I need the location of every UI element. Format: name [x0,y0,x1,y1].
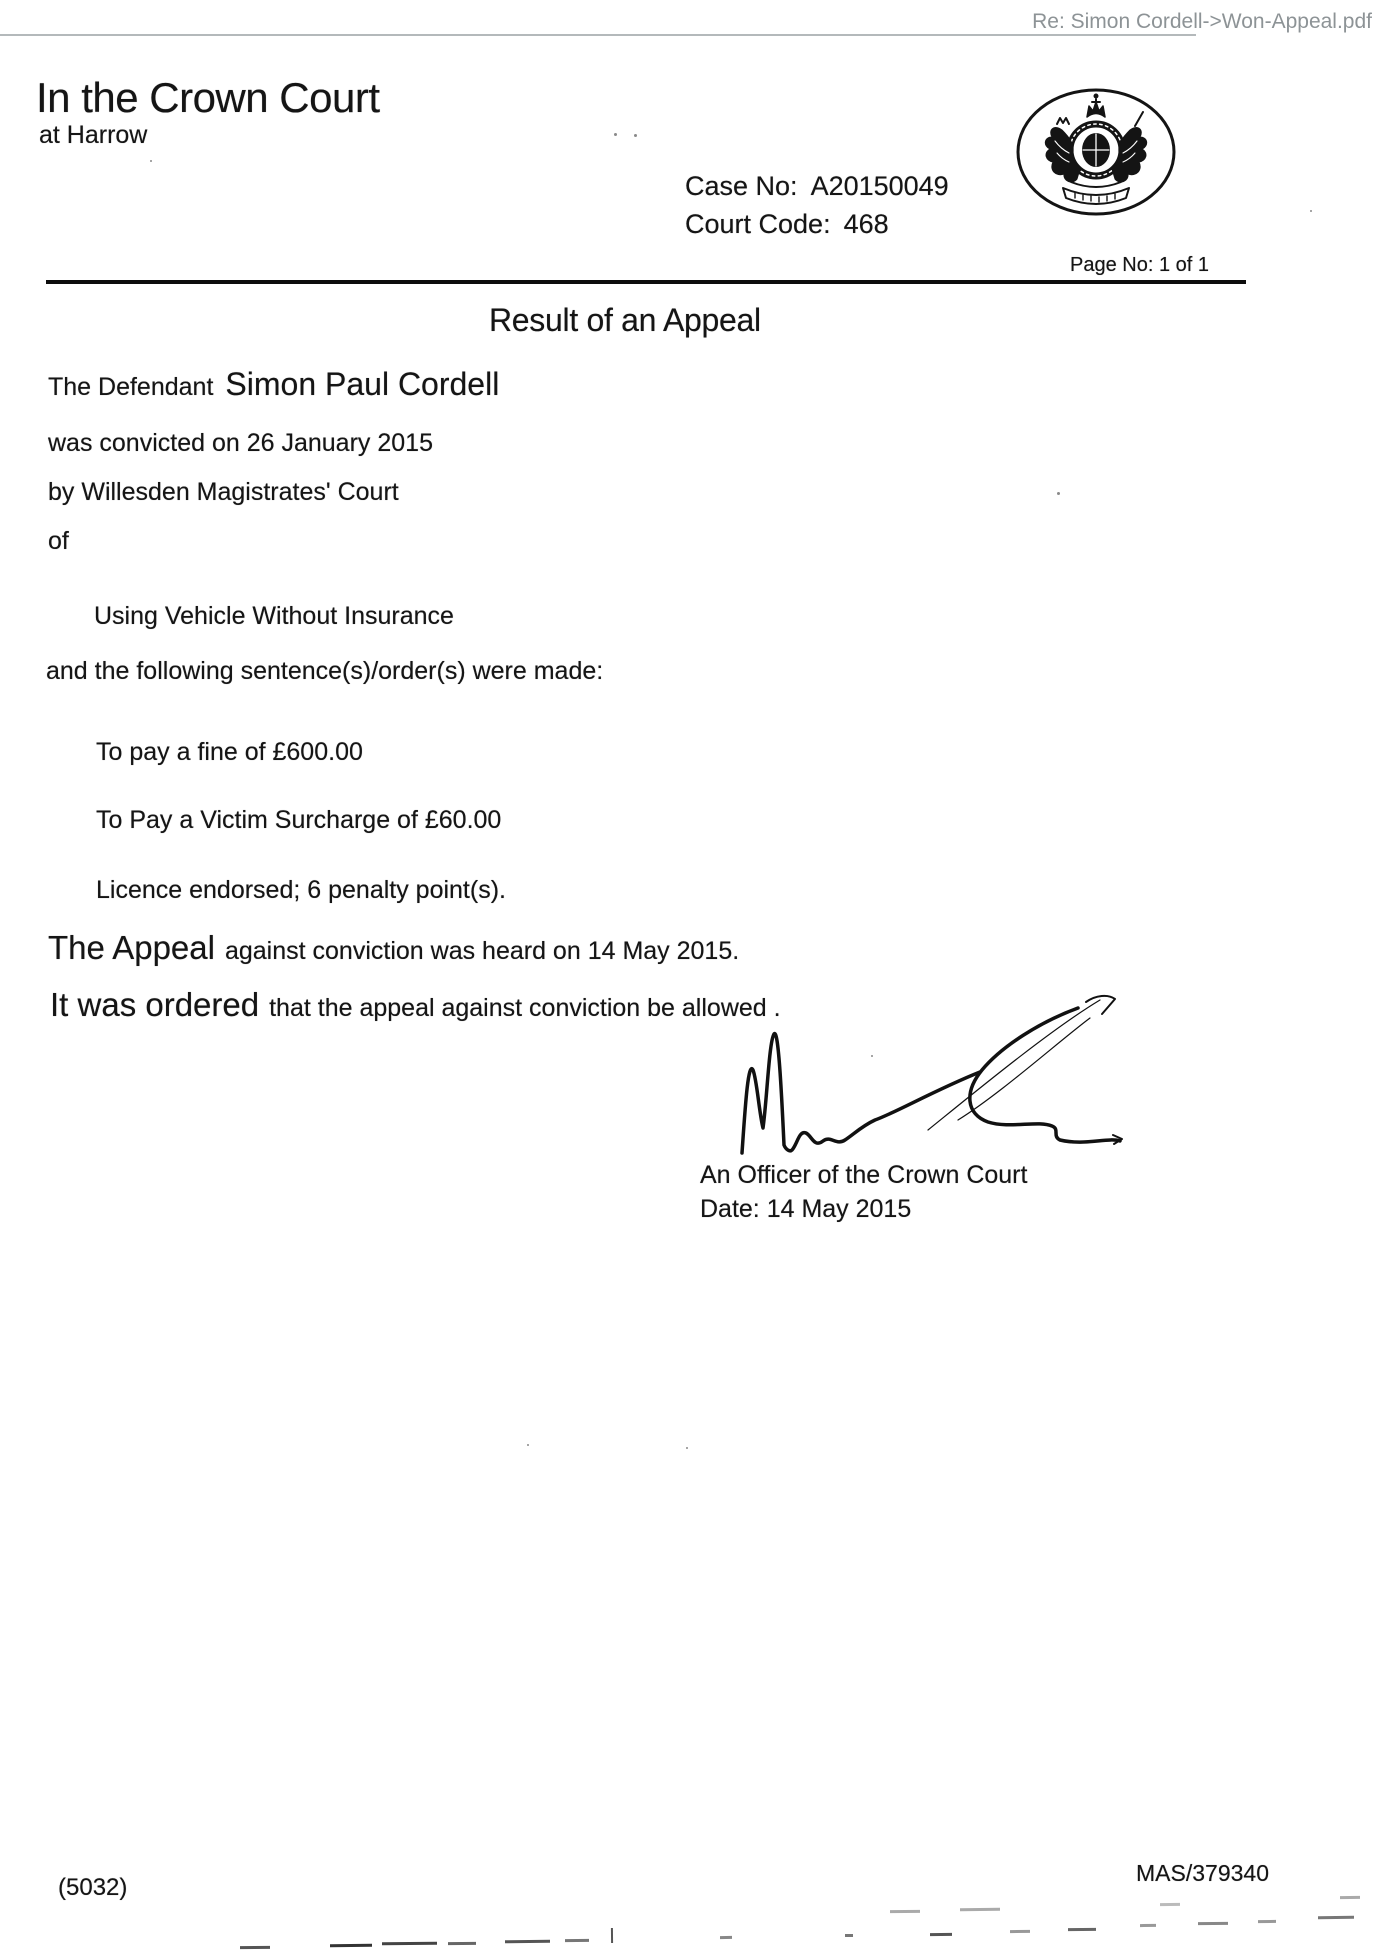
appeal-heard-line [48,929,739,967]
appeal-lead: The Appeal [48,929,215,966]
scan-artifact [720,1936,732,1939]
scan-artifact [448,1942,476,1945]
scan-speck [871,1055,873,1057]
sentence-item: To pay a fine of £600.00 [96,738,363,766]
scan-artifact [611,1928,613,1943]
scan-artifact [565,1939,589,1942]
sentences-intro-line: and the following sentence(s)/order(s) were made: [46,657,604,685]
horizontal-rule [46,280,1246,284]
signed-by-line: An Officer of the Crown Court [700,1161,1028,1189]
viewer-header-title: Re: Simon Cordell->Won-Appeal.pdf [1032,10,1372,33]
scan-artifact [1340,1896,1360,1899]
scan-speck [634,134,637,137]
of-line: of [48,527,69,555]
scan-artifact [1318,1916,1354,1919]
scan-artifact [505,1940,550,1943]
scan-speck [686,1447,688,1449]
scan-speck [614,133,617,136]
header-divider [0,34,1196,36]
sentence-item: Licence endorsed; 6 penalty point(s). [96,876,506,904]
scan-speck [150,160,152,162]
scan-artifact [382,1942,437,1945]
case-number-label: Case No: [685,171,798,201]
order-line [50,986,781,1024]
scan-artifact [1258,1920,1276,1923]
court-code-value: 468 [843,209,889,239]
offence-line: Using Vehicle Without Insurance [94,602,454,630]
footer-form-number: (5032) [58,1874,128,1901]
court-title: In the Crown Court [36,74,380,121]
order-rest: that the appeal against conviction be allowed . [269,994,781,1022]
scan-artifact [240,1946,270,1949]
scan-speck [527,1444,529,1446]
defendant-line [48,366,499,403]
signature-image [735,985,1130,1160]
order-lead: It was ordered [50,986,260,1023]
scan-artifact [1160,1903,1180,1906]
court-code-label: Court Code: [685,209,831,239]
sentence-item: To Pay a Victim Surcharge of £60.00 [96,806,502,834]
scan-artifact [330,1944,372,1947]
scan-artifact [1140,1924,1156,1927]
scan-artifact [1198,1922,1228,1925]
document-heading: Result of an Appeal [489,302,761,338]
court-code-row [685,209,949,247]
signature-date-line: Date: 14 May 2015 [700,1195,912,1223]
appeal-rest: against conviction was heard on 14 May 2015. [224,937,740,965]
scan-artifact [930,1933,952,1936]
case-number-value: A20150049 [810,171,949,201]
scan-artifact [960,1908,1000,1911]
footer-reference: MAS/379340 [1136,1860,1269,1886]
royal-coat-of-arms-icon [1013,86,1179,218]
court-location: at Harrow [39,121,148,149]
scan-speck [1057,492,1060,495]
conviction-date-line: was convicted on 26 January 2015 [48,429,433,457]
scan-artifact [845,1934,853,1937]
scan-artifact [890,1910,920,1913]
scan-speck [1310,210,1312,212]
defendant-label: The Defendant [48,373,214,401]
scan-artifact [1068,1928,1096,1931]
case-info-block [685,171,949,247]
defendant-name: Simon Paul Cordell [225,366,500,402]
scan-artifact [1010,1930,1030,1933]
case-number-row [685,171,949,209]
convicting-court-line: by Willesden Magistrates' Court [48,478,399,506]
page-number: Page No: 1 of 1 [1070,254,1209,276]
